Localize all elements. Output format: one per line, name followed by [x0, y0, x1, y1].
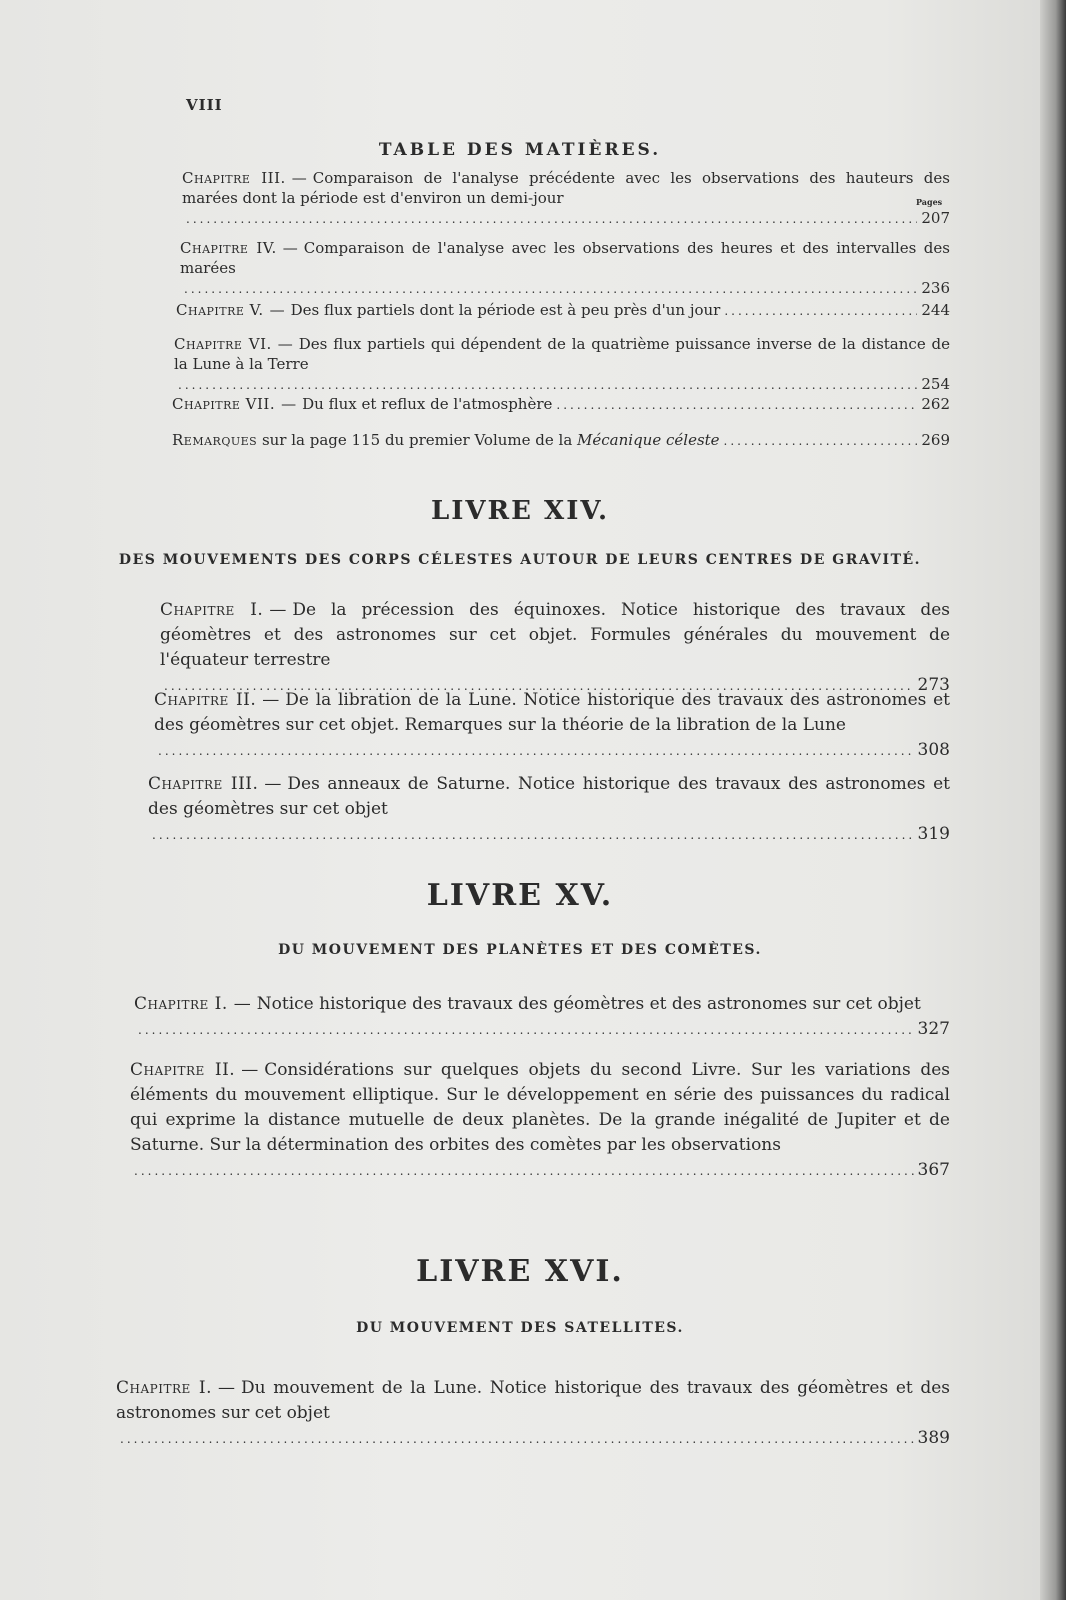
page-number: 389: [917, 1428, 950, 1448]
pages-column-label: Pages: [916, 197, 943, 207]
page-number: 207: [921, 209, 950, 227]
chapter-label: Chapitre I.: [116, 1378, 212, 1398]
book-title-xv: LIVRE XV.: [426, 878, 614, 913]
book-title-xiv: LIVRE XIV.: [430, 496, 610, 526]
chapter-title: Des flux partiels dont la période est à peu près d'un jour: [290, 301, 721, 319]
chapter-label: Chapitre IV.: [180, 239, 277, 257]
chapter-title: Du mouvement de la Lune. Notice historique des travaux des géomètres et des astronomes sur cet objet: [116, 1378, 950, 1423]
page-number: 244: [921, 301, 950, 319]
page-number: 319: [917, 824, 950, 844]
page-number: 269: [921, 431, 950, 449]
toc-entry: Chapitre I. — Du mouvement de la Lune. Notice historique des travaux des géomètres et des astronomes sur cet objet ..... 389: [116, 1376, 950, 1452]
toc-entry: Chapitre II. — Considérations sur quelques objets du second Livre. Sur les variations des éléments du mouvement elliptique. Sur le développement en série des puissances du radical qui exprime la distance mutuelle de deux planètes. De la grande inégalité de Jupiter et de Saturne. Sur la détermination des orbites des comètes par les observations ..... 367: [130, 1058, 950, 1184]
toc-entry: Chapitre I. — Notice historique des travaux des géomètres et des astronomes sur cet objet ..... 327: [134, 992, 950, 1043]
toc-entry: Chapitre II. — De la libration de la Lune. Notice historique des travaux des astronomes et des géomètres sur cet objet. Remarques sur la théorie de la libration de la Lune ..... 308: [154, 688, 950, 764]
chapter-title: Considérations sur quelques objets du second Livre. Sur les variations des éléments du mouvement elliptique. Sur le développement en série des puissances du radical qui exprime la distance mutuelle de deux planètes. De la grande inégalité de Jupiter et de Saturne. Sur la détermination des orbites des comètes par les observations: [130, 1060, 950, 1155]
chapter-title: Du flux et reflux de l'atmosphère: [302, 395, 553, 413]
chapter-label: Chapitre I.: [134, 994, 228, 1014]
page-folio: VIII: [186, 96, 223, 114]
remarques-label: Remarques: [172, 431, 258, 449]
chapter-label: Chapitre III.: [148, 774, 259, 794]
remarques-italic-title: Mécanique céleste: [577, 431, 720, 449]
chapter-title: Comparaison de l'analyse avec les observations des heures et des intervalles des marées: [180, 239, 950, 277]
page-number: 308: [917, 740, 950, 760]
remarques-text: sur la page 115 du premier Volume de la: [261, 431, 573, 449]
toc-entry: Chapitre III. — Des anneaux de Saturne. Notice historique des travaux des astronomes et des géomètres sur cet objet ..... 319: [148, 772, 950, 848]
toc-entry: Chapitre IV. — Comparaison de l'analyse avec les observations des heures et des intervalles des marées ..... 236: [180, 238, 950, 299]
chapter-title: Notice historique des travaux des géomètres et des astronomes sur cet objet: [256, 994, 921, 1014]
chapter-title: Des flux partiels qui dépendent de la quatrième puissance inverse de la distance de la Lune à la Terre: [174, 335, 950, 373]
chapter-label: Chapitre I.: [160, 600, 264, 620]
chapter-label: Chapitre V.: [176, 301, 264, 319]
chapter-title: Comparaison de l'analyse précédente avec les observations des hauteurs des marées dont la période est d'environ un demi-jour: [182, 169, 950, 207]
toc-entry: Chapitre V. — Des flux partiels dont la période est à peu près d'un jour ..... 244: [176, 300, 950, 321]
chapter-label: Chapitre II.: [130, 1060, 236, 1080]
book-title-xvi: LIVRE XVI.: [416, 1254, 624, 1289]
page-number: 367: [917, 1160, 950, 1180]
chapter-label: Chapitre VI.: [174, 335, 272, 353]
page-number: 262: [921, 395, 950, 413]
chapter-title: De la précession des équinoxes. Notice historique des travaux des géomètres et des astronomes sur cet objet. Formules générales du mouvement de l'équateur terrestre: [160, 600, 950, 670]
toc-entry: Chapitre VII. — Du flux et reflux de l'atmosphère ..... 262: [172, 394, 950, 415]
running-head: TABLE DES MATIÈRES.: [378, 140, 662, 160]
page-number: 254: [921, 375, 950, 393]
chapter-title: Des anneaux de Saturne. Notice historique des travaux des astronomes et des géomètres sur cet objet: [148, 774, 950, 819]
toc-entry: Chapitre I. — De la précession des équinoxes. Notice historique des travaux des géomètres et des astronomes sur cet objet. Formules générales du mouvement de l'équateur terrestre ..... 273: [160, 598, 950, 699]
chapter-label: Chapitre II.: [154, 690, 257, 710]
page-number: 236: [921, 279, 950, 297]
chapter-label: Chapitre III.: [182, 169, 286, 187]
page-number: 327: [917, 1019, 950, 1039]
book-subtitle-xv: DU MOUVEMENT DES PLANÈTES ET DES COMÈTES.: [278, 942, 762, 958]
chapter-label: Chapitre VII.: [172, 395, 276, 413]
chapter-title: De la libration de la Lune. Notice historique des travaux des astronomes et des géomètres sur cet objet. Remarques sur la théorie de la libration de la Lune: [154, 690, 950, 735]
toc-entry-remarques: [172, 430, 950, 451]
book-subtitle-xvi: DU MOUVEMENT DES SATELLITES.: [356, 1320, 684, 1336]
book-subtitle-xiv: DES MOUVEMENTS DES CORPS CÉLESTES AUTOUR DE LEURS CENTRES DE GRAVITÉ.: [118, 552, 922, 568]
toc-entry: Chapitre VI. — Des flux partiels qui dépendent de la quatrième puissance inverse de la distance de la Lune à la Terre ..... 254: [174, 334, 950, 395]
page-number: 273: [917, 675, 950, 695]
toc-entry: Chapitre III. — Comparaison de l'analyse précédente avec les observations des hauteurs des marées dont la période est d'environ un demi-jour ..... 207: [182, 168, 950, 229]
